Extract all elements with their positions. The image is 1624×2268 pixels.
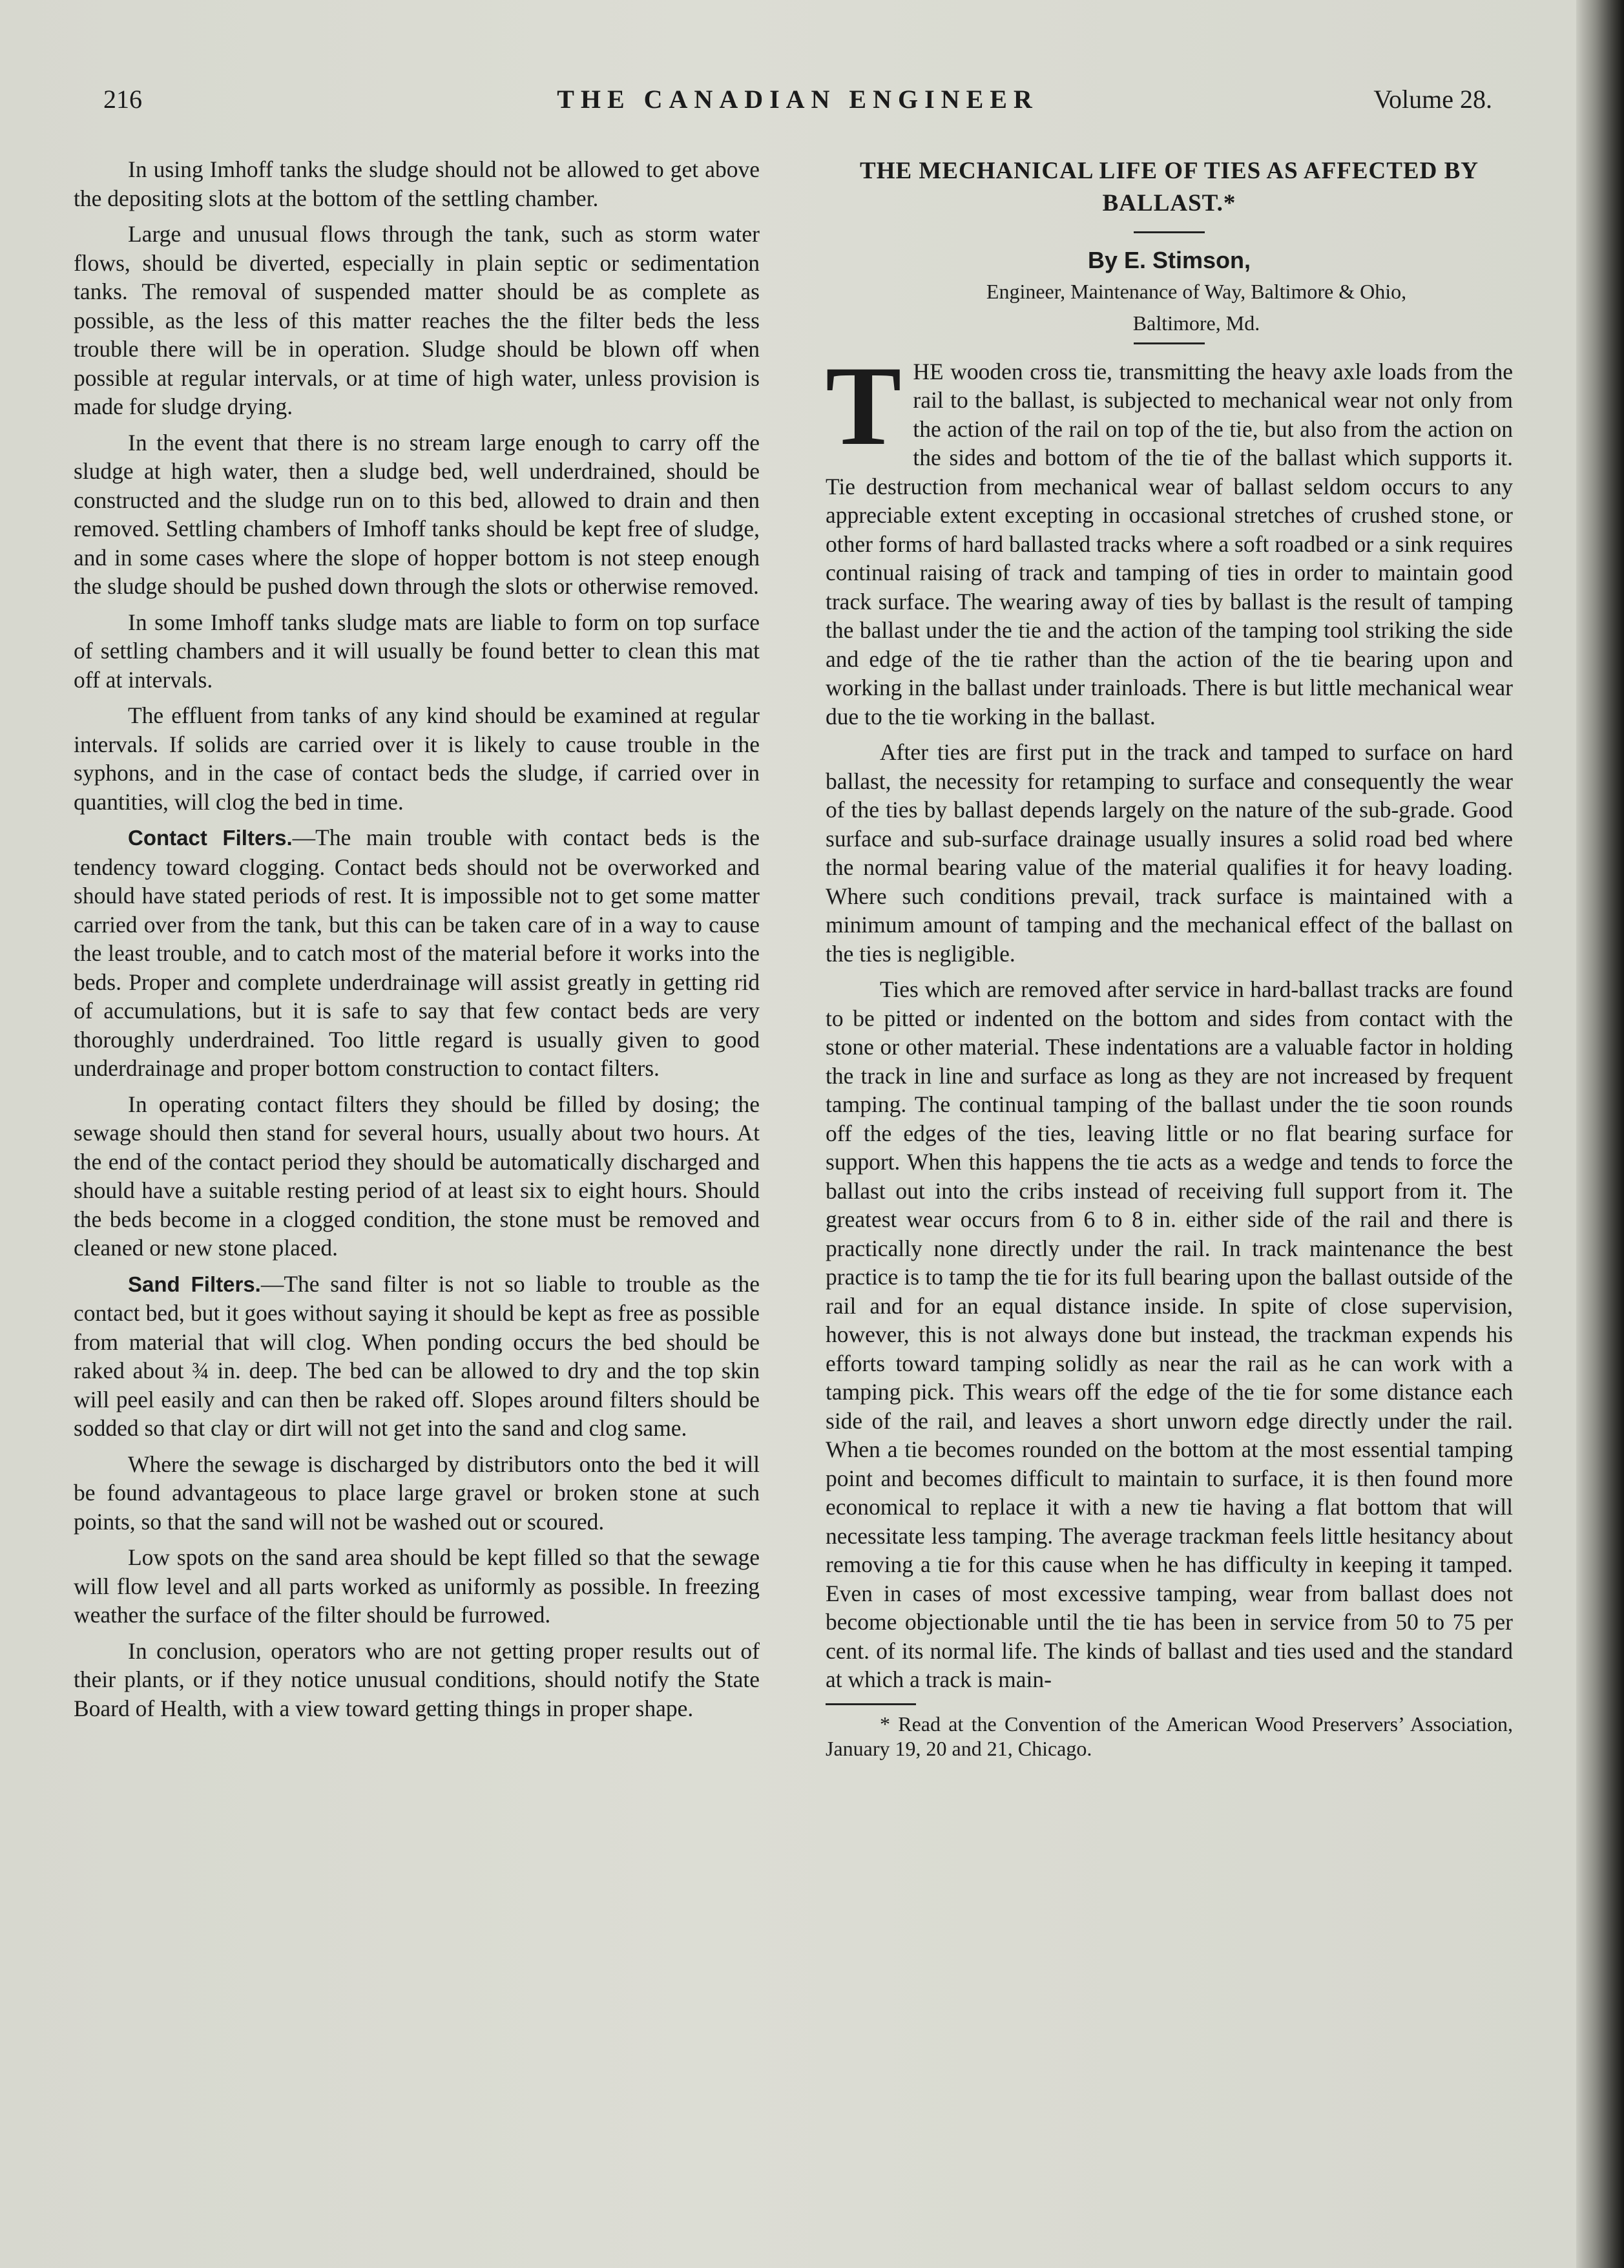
drop-cap: T xyxy=(826,342,902,469)
footnote: * Read at the Convention of the American Wood Preservers’ Association, January 19, 20 and 21, Chicago. xyxy=(826,1712,1513,1760)
sand-filters-heading: Sand Filters. xyxy=(128,1272,261,1296)
paragraph: After ties are first put in the track and tamped to surface on hard ballast, the necessity for retamping to surface and consequently the wear of the ties by ballast depends largely on the nature of the sub-grade. Good surface and sub-surface drainage usually insures a solid road bed where the normal bearing value of the material qualifies it for heavy loading. Where such conditions prevail, track surface is maintained with a minimum amount of tamping and the mechanical effect of the ballast on the ties is negligible. xyxy=(826,739,1513,967)
volume-label: Volume 28. xyxy=(1373,85,1492,114)
right-column xyxy=(826,155,1513,1768)
paragraph: In the event that there is no stream large enough to carry off the sludge at high water, then a sludge bed, well underdrained, should be constructed and the sludge run on to this bed, allowed to drain and then removed. Settling chambers of Imhoff tanks should be kept free of sludge, and in some cases where the slope of hopper bottom is not steep enough the sludge should be pushed down through the slots or otherwise removed. xyxy=(74,429,760,599)
book-spine-shadow xyxy=(1576,0,1624,2268)
article-title: THE MECHANICAL LIFE OF TIES AS AFFECTED BY BALLAST.* xyxy=(860,158,1479,216)
running-header xyxy=(103,84,1492,123)
article-byline: By E. Stimson, xyxy=(1087,247,1251,273)
journal-title: THE CANADIAN ENGINEER xyxy=(557,85,1039,114)
contact-filters-paragraph xyxy=(74,823,760,1083)
paragraph: Low spots on the sand area should be kept filled so that the sewage will flow level and all parts worked as uniformly as possible. In freezing weather the surface of the filter should be furrowed. xyxy=(74,1544,760,1628)
footnote-divider xyxy=(826,1703,916,1705)
first-paragraph xyxy=(826,342,1513,731)
sand-filters-paragraph xyxy=(74,1270,760,1443)
sand-filters-text: —The sand filter is not so liable to trouble as the contact bed, but it goes without saying it should be kept as free as possible from material that will clog. When ponding occurs the bed should be raked about ¾ in. deep. The bed can be allowed to dry and the top skin will peel easily and can then be raked off. Slopes around filters should be sodded so that clay or dirt will not get into the sand and clog same. xyxy=(74,1270,760,1441)
paragraph: Where the sewage is discharged by distributors onto the bed it will be found advantageous to place large gravel or broken stone at such points, so that the sand will not be washed out or scoured. xyxy=(74,1451,760,1535)
contact-filters-text: —The main trouble with contact beds is the tendency toward clogging. Contact beds should not be overworked and should have stated periods of rest. It is impossible not to get some matter carried over from the tank, but this can be taken care of in a way to cause the least trouble, and to catch most of the material before it works into the beds. Proper and complete underdrainage will assist greatly in getting rid of accumulations, but it is safe to say that few contact beds are very thoroughly underdrained. Too little regard is usually given to good underdrainage and proper bottom construction to contact filters. xyxy=(74,824,760,1081)
paragraph: In conclusion, operators who are not getting proper results out of their plants, or if they notice unusual conditions, should notify the State Board of Health, with a view toward getting things in proper shape. xyxy=(74,1637,760,1721)
paragraph: Large and unusual flows through the tank, such as storm water flows, should be diverted, especially in plain septic or sedimentation tanks. The removal of suspended matter should be as complete as possible, as the less of this matter reaches the the filter beds the less trouble there will be in operation. Sludge should be blown off when possible at regular intervals, or at time of high water, unless provision is made for sludge drying. xyxy=(74,221,760,419)
author-location: Baltimore, Md. xyxy=(1132,311,1260,335)
author-affiliation: Engineer, Maintenance of Way, Baltimore & Ohio, xyxy=(986,279,1407,303)
title-divider xyxy=(1134,231,1205,233)
paragraph: The effluent from tanks of any kind should be examined at regular intervals. If solids are carried over it is likely to cause trouble in the syphons, and in the case of contact beds the sludge, if carried over in quantities, will clog the bed in time. xyxy=(74,702,760,815)
paragraph: In using Imhoff tanks the sludge should not be allowed to get above the depositing slots at the bottom of the settling chamber. xyxy=(74,156,760,211)
contact-filters-heading: Contact Filters. xyxy=(128,826,293,850)
paragraph: In operating contact filters they should be filled by dosing; the sewage should then stand for several hours, usually about two hours. At the end of the contact period they should be automatically discharged and should have a suitable resting period of at least six to eight hours. Should the beds become in a clogged condition, the stone must be removed and cleaned or new stone placed. xyxy=(74,1091,760,1261)
first-paragraph-text: HE wooden cross tie, transmitting the heavy axle loads from the rail to the ballast, is subjected to mechanical wear not only from the action of the rail on top of the tie, but also from the action on the sides and bottom of the tie of the ballast which supports it. Tie destruction from mechanical wear of ballast seldom occurs to any appreciable extent excepting in occasional stretches of crushed stone, or other forms of hard ballasted tracks where a soft roadbed or a sink requires continual raising of track and tamping of ties in order to maintain good track surface. The wearing away of ties by ballast is the result of tamping the ballast under the tie and the action of the tamping tool striking the side and edge of the tie rather than the action of the tie bearing upon and working in the ballast under trainloads. There is but little mechanical wear due to the tie working in the ballast. xyxy=(826,358,1513,730)
byline-divider xyxy=(1134,342,1205,344)
page-number: 216 xyxy=(103,85,142,114)
paragraph: In some Imhoff tanks sludge mats are liable to form on top surface of settling chambers and it will usually be found better to clean this mat off at intervals. xyxy=(74,609,760,693)
paragraph: Ties which are removed after service in hard-ballast tracks are found to be pitted or indented on the bottom and sides from contact with the stone or other material. These indentations are a valuable factor in holding the track in line and surface as long as they are not increased by frequent tamping. The continual tamping of the ballast under the tie soon rounds off the edges of the ties, leaving little or no flat bearing surface for support. When this happens the tie acts as a wedge and tends to force the ballast out into the cribs instead of receiving full support from it. The greatest wear occurs from 6 to 8 in. either side of the rail and there is practically none directly under the rail. In track maintenance the best practice is to tamp the tie for its full bearing upon the ballast outside of the rail and for an equal distance inside. In spite of close supervision, however, this is not always done but instead, the trackman expends his efforts toward tamping solidly as near the rail as he can work with a tamping pick. This wears off the edge of the tie for some distance each side of the rail, and leaves a short unworn edge directly under the rail. When a tie becomes rounded on the bottom at the most essential tamping point and becomes difficult to maintain to surface, it is then found more economical to replace it with a new tie having a flat bottom that will necessitate less tamping. The average trackman feels little hesitancy about removing a tie for this cause when he has difficulty in keeping it tamped. Even in cases of most excessive tamping, wear from ballast does not become objectionable until the tie has been in service from 50 to 75 per cent. of its normal life. The kinds of ballast and ties used and the standard at which a track is main- xyxy=(826,976,1513,1692)
left-column xyxy=(74,155,760,1730)
